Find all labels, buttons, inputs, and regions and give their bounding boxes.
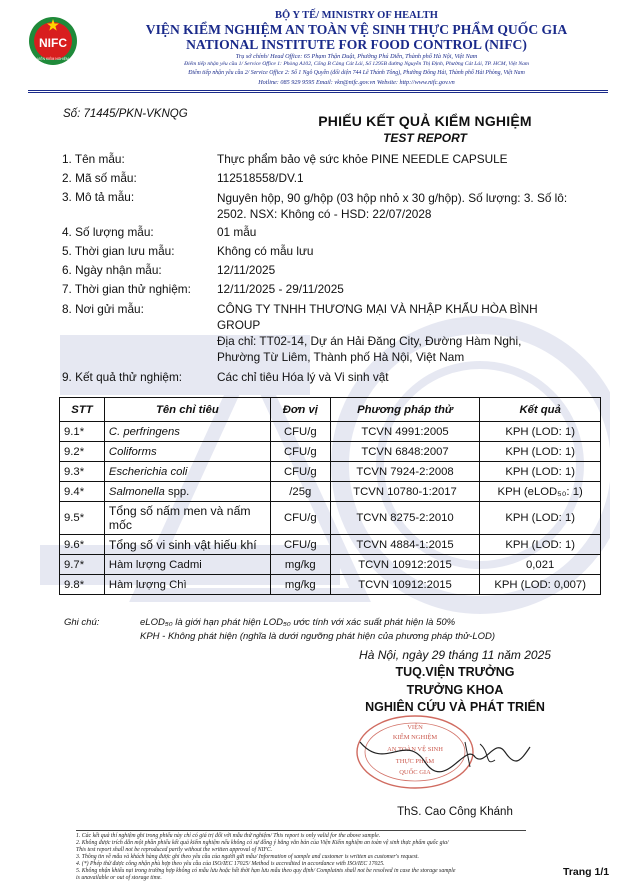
- row-unit: CFU/g: [270, 442, 330, 462]
- signer-name: ThS. Cao Công Khánh: [397, 806, 513, 818]
- table-row: [60, 502, 601, 535]
- table-row: [60, 575, 601, 595]
- info-label: 3. Mô tả mẫu:: [62, 190, 135, 204]
- row-unit: CFU/g: [270, 422, 330, 442]
- row-name: [104, 482, 270, 502]
- row-name: Hàm lượng Chì: [104, 575, 270, 595]
- report-title: PHIẾU KẾT QUẢ KIỂM NGHIỆM: [318, 113, 532, 129]
- row-name: Coliforms: [104, 442, 270, 462]
- row-method: TCVN 10912:2015: [330, 555, 480, 575]
- contact-line: Hotline: 085 929 9595 Email: vkn@nifc.gov.vn Website: http://www.nifc.gov.vn: [258, 79, 455, 86]
- row-unit: CFU/g: [270, 502, 330, 535]
- row-stt: 9.5*: [60, 502, 105, 535]
- stamp-line-4: THỰC PHẨM: [395, 758, 435, 765]
- row-name: Hàm lượng Cadmi: [104, 555, 270, 575]
- institute-name-vi: VIỆN KIỂM NGHIỆM AN TOÀN VỆ SINH THỰC PHẨM QUỐC GIA: [145, 22, 568, 37]
- row-result: KPH (LOD: 1): [480, 442, 601, 462]
- col-header-name: Tên chỉ tiêu: [104, 398, 270, 422]
- info-value: Các chỉ tiêu Hóa lý và Vi sinh vật: [217, 370, 389, 384]
- official-stamp: [345, 712, 535, 792]
- info-value: 01 mẫu: [217, 225, 257, 239]
- info-label: 7. Thời gian thử nghiệm:: [62, 282, 191, 296]
- row-unit: CFU/g: [270, 535, 330, 555]
- row-name: Tổng số vi sinh vật hiếu khí: [104, 535, 270, 555]
- signatory-title-1: TUQ.VIỆN TRƯỞNG: [395, 665, 515, 679]
- institute-name-en: NATIONAL INSTITUTE FOR FOOD CONTROL (NIFC): [186, 37, 527, 52]
- row-unit: mg/kg: [270, 575, 330, 595]
- info-value: Địa chỉ: TT02-14, Dự án Hải Đăng City, Đường Hàm Nghi, Phường Từ Liêm, Thành phố Hà Nội, Việt Nam: [217, 334, 522, 364]
- info-label: 1. Tên mẫu:: [62, 152, 125, 166]
- info-value: CÔNG TY TNHH THƯƠNG MẠI VÀ NHẬP KHẨU HÒA BÌNH GROUP: [217, 302, 538, 332]
- row-unit: mg/kg: [270, 555, 330, 575]
- footnote-2: 2. Không được trích dẫn một phần phiếu kết quả kiểm nghiệm nếu không có sự đồng ý bằng văn bản của Viện Kiểm nghiệm an toàn vệ sinh thực phẩm quốc gia/: [76, 840, 449, 846]
- header-divider-2: [28, 92, 608, 93]
- notes-label: Ghi chú:: [64, 617, 100, 628]
- footnote-4: 4. (*) Phép thử được công nhận phù hợp theo yêu cầu của ISO/IEC 17025/ Method is accredited in accordance with ISO/IEC 17025.: [76, 861, 385, 867]
- table-row: [60, 482, 601, 502]
- signatory-title-2: TRƯỞNG KHOA: [406, 683, 504, 697]
- row-stt: 9.1*: [60, 422, 105, 442]
- row-name-italic: Salmonella: [108, 485, 165, 498]
- stamp-line-5: QUỐC GIA: [399, 769, 431, 776]
- table-row: [60, 555, 601, 575]
- row-method: TCVN 6848:2007: [330, 442, 480, 462]
- results-table: [59, 397, 601, 595]
- table-row: [60, 535, 601, 555]
- row-unit: /25g: [270, 482, 330, 502]
- row-method: TCVN 4884-1:2015: [330, 535, 480, 555]
- info-label: 5. Thời gian lưu mẫu:: [62, 244, 175, 258]
- info-value: Nguyên hộp, 90 g/hộp (03 hộp nhỏ x 30 g/hộp). Số lượng: 3. Số lô: 2502. NSX: Không có - HSD: 22/07/2028: [217, 191, 568, 221]
- row-result: KPH (eLOD₅₀: 1): [480, 482, 601, 502]
- footnote-5: 5. Không nhận khiếu nại trong trường hợp không có mẫu lưu hoặc hết thời hạn lưu mẫu theo quy định/ Complaints shall not be resolved in case the storage sample: [76, 868, 456, 874]
- stamp-line-2: KIỂM NGHIỆM: [392, 734, 438, 741]
- table-row: [60, 442, 601, 462]
- notes-line-2: KPH - Không phát hiện (nghĩa là dưới ngưỡng phát hiện của phương pháp thử-LOD): [140, 631, 496, 642]
- service-office-1: Điểm tiếp nhận yêu cầu 1/ Service Office 1: Phòng A102, Cổng B Cảng Cát Lái, Số 1295B đường Nguyễn Thị Định, Phường Cát Lái, TP. HCM, Việt Nam: [184, 61, 529, 67]
- footnote-1: 1. Các kết quả thí nghiệm ghi trong phiếu này chỉ có giá trị đối với mẫu thử nghiệm/ This report is only valid for the above sample.: [76, 833, 381, 839]
- table-header-row: [60, 398, 601, 422]
- document-number: Số: 71445/PKN-VKNQG: [63, 108, 188, 120]
- col-header-result: Kết quả: [480, 398, 601, 422]
- handwritten-signature: [360, 742, 530, 772]
- info-label: 8. Nơi gửi mẫu:: [62, 302, 144, 316]
- row-unit: CFU/g: [270, 462, 330, 482]
- stamp-line-3: AN TOÀN VỆ SINH: [387, 746, 443, 753]
- row-stt: 9.3*: [60, 462, 105, 482]
- row-result: KPH (LOD: 1): [480, 535, 601, 555]
- head-office-address: Trụ sở chính/ Head Office: 65 Phạm Thận Duật, Phường Phú Diễn, Thành phố Hà Nội, Việt Nam: [235, 53, 478, 60]
- row-name: Tổng số nấm men và nấm mốc: [104, 502, 270, 535]
- col-header-unit: Đơn vị: [270, 398, 330, 422]
- info-value: 12/11/2025: [217, 263, 276, 277]
- info-label: 2. Mã số mẫu:: [62, 171, 137, 185]
- row-result: 0,021: [480, 555, 601, 575]
- nifc-logo: [28, 16, 78, 66]
- signatory-title-3: NGHIÊN CỨU VÀ PHÁT TRIỂN: [365, 700, 545, 714]
- footnote-5b: is unavailable or out of storage time.: [76, 875, 162, 881]
- col-header-method: Phương pháp thử: [330, 398, 480, 422]
- ministry-name: BỘ Y TẾ/ MINISTRY OF HEALTH: [275, 10, 438, 21]
- row-method: TCVN 10780-1:2017: [330, 482, 480, 502]
- service-office-2: Điểm tiếp nhận yêu cầu 2/ Service Office 2: Số 1 Ngô Quyền (đối diện 744 Lê Thánh Tông), Phường Đông Hải, Thành phố Hải Phòng, Việt Nam: [188, 70, 525, 76]
- row-stt: 9.2*: [60, 442, 105, 462]
- row-method: TCVN 7924-2:2008: [330, 462, 480, 482]
- info-value: Không có mẫu lưu: [217, 244, 314, 258]
- row-result: KPH (LOD: 1): [480, 422, 601, 442]
- table-row: [60, 462, 601, 482]
- row-stt: 9.7*: [60, 555, 105, 575]
- logo-subtext: VIỆN KIỂM NGHIỆM: [37, 57, 69, 61]
- row-stt: 9.6*: [60, 535, 105, 555]
- row-stt: 9.4*: [60, 482, 105, 502]
- header-divider: [28, 90, 608, 91]
- row-name: Escherichia coli: [104, 462, 270, 482]
- row-result: KPH (LOD: 1): [480, 502, 601, 535]
- col-header-stt: STT: [60, 398, 105, 422]
- row-result: KPH (LOD: 0,007): [480, 575, 601, 595]
- page-number: Trang 1/1: [563, 866, 610, 878]
- row-method: TCVN 4991:2005: [330, 422, 480, 442]
- info-label: 4. Số lượng mẫu:: [62, 225, 154, 239]
- footnote-3: 3. Thông tin về mẫu và khách hàng được ghi theo yêu cầu của người gửi mẫu/ Information of sample and customer is written as customer's request.: [76, 854, 419, 860]
- row-method: TCVN 8275-2:2010: [330, 502, 480, 535]
- row-method: TCVN 10912:2015: [330, 575, 480, 595]
- info-value: Thực phẩm bảo vệ sức khỏe PINE NEEDLE CAPSULE: [217, 152, 508, 166]
- info-value: 12/11/2025 - 29/11/2025: [217, 282, 344, 296]
- logo-text: NIFC: [39, 36, 67, 50]
- stamp-line-1: VIỆN: [407, 724, 423, 731]
- table-row: [60, 422, 601, 442]
- info-value: 112518558/DV.1: [217, 171, 304, 185]
- info-label: 6. Ngày nhận mẫu:: [62, 263, 162, 277]
- footer-divider: [76, 830, 526, 831]
- notes-line-1: eLOD₅₀ là giới hạn phát hiện LOD₅₀ ước tính với xác suất phát hiện là 50%: [140, 617, 456, 628]
- row-name: C. perfringens: [104, 422, 270, 442]
- place-date: Hà Nội, ngày 29 tháng 11 năm 2025: [359, 648, 551, 662]
- row-stt: 9.8*: [60, 575, 105, 595]
- report-subtitle: TEST REPORT: [383, 131, 467, 145]
- info-label: 9. Kết quả thử nghiệm:: [62, 370, 183, 384]
- row-result: KPH (LOD: 1): [480, 462, 601, 482]
- footnote-2b: This test report shall not be reproduced partly without the written approval of NIFC.: [76, 847, 273, 853]
- row-name-suffix: spp.: [164, 485, 190, 498]
